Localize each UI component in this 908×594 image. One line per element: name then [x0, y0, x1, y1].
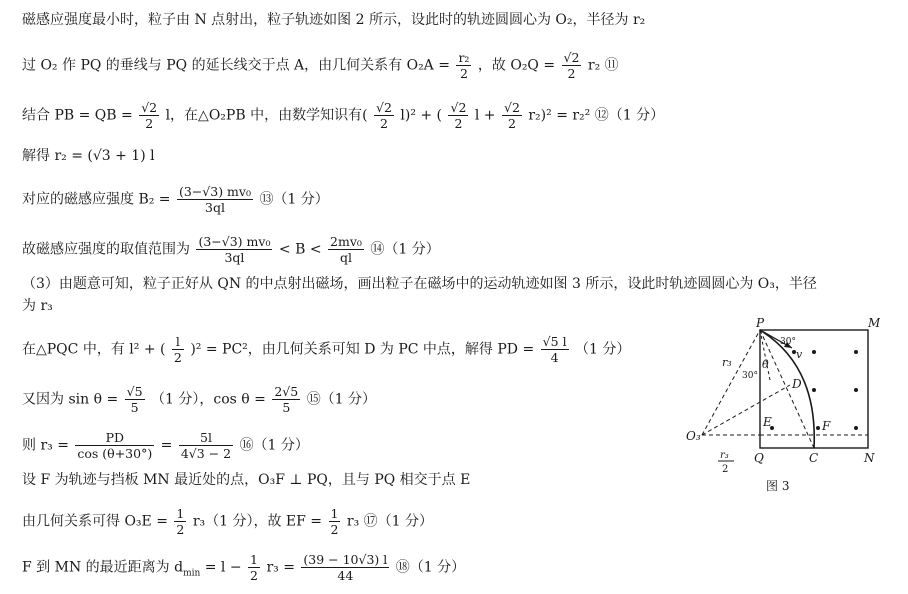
label-m: M [868, 318, 880, 330]
fraction-r3-b: $\frac{5l}{4√3 - 2}$ [180, 430, 232, 461]
fraction-half: $\frac{1}{2}$ [330, 506, 339, 537]
fraction-l-over-2: $\frac{l}{2}$ [173, 334, 182, 365]
text-line-1: 磁感应强度最小时，粒子由 N 点射出，粒子轨迹如图 2 所示，设此时的轨迹圆圆心为 O₂，半径为 r₂ [22, 12, 646, 28]
label-theta: θ [762, 358, 769, 371]
fraction-sqrt2-over-2: $\frac{√2}{2}$ [563, 50, 580, 81]
text-line-12: 设 F 为轨迹与挡板 MN 最近处的点，O₃F ⊥ PQ，且与 PQ 相交于点 E [22, 472, 471, 488]
text-line-13: 由几何关系可得 O₃E = $\frac{1}{2}$ r₃（1 分），故 EF = $\frac{1}{2}$ r₃ ⑰（1 分） [22, 506, 434, 537]
text-line-10: 又因为 sin θ = $\frac{√5}{5}$ （1 分），cos θ = $\frac{2√5}{5}$ ⑮（1 分） [22, 384, 377, 415]
fraction-r2-over-2: $\frac{\text{r₂}}{2}$ [458, 50, 470, 81]
figure-3-diagram [680, 318, 880, 498]
fraction-r3-a: $\frac{PD}{\cos (\theta+30^\circ)}$ [77, 430, 153, 461]
label-n: N [864, 451, 875, 465]
label-r3-half-den: 2 [722, 464, 729, 475]
text-line-7: （3）由题意可知，粒子正好从 QN 的中点射出磁场，画出粒子在磁场中的运动轨迹如图 3 所示，设此时轨迹圆圆心为 O₃，半径 [22, 276, 817, 292]
text-line-2: 过 O₂ 作 PQ 的垂线与 PQ 的延长线交于点 A，由几何关系有 O₂A = $\frac{\text{r₂}}{2}$ ，故 O₂Q = $\frac{√2}{2}$ r₂ ⑪ [22, 50, 619, 81]
line-o3-d [702, 385, 790, 435]
text-line-11: 则 r₃ = $\frac{PD}{\cos (\theta+30^\circ)}$ = $\frac{5l}{4√3 - 2}$ ⑯（1 分） [22, 430, 309, 461]
line-theta [760, 330, 770, 380]
label-angle-30-left: 30° [742, 371, 758, 381]
label-e: E [763, 415, 772, 429]
fraction-half: $\frac{1}{2}$ [176, 506, 185, 537]
fraction-sin: $\frac{√5}{5}$ [126, 384, 143, 415]
text-line-9: 在△PQC 中，有 l² + ( $\frac{l}{2}$ )² = PC²，由几何关系可知 D 为 PC 中点，解得 PD = $\frac{√5 l}{4}$ （1 分） [22, 334, 631, 365]
fraction-dmin: $\frac{(39 - 10√3) l}{44}$ [303, 552, 388, 583]
fraction-b-min: $\frac{\text{(3−√3) mv₀}}{3ql}$ [198, 234, 271, 265]
label-v: v [796, 348, 803, 361]
fraction-cos: $\frac{2√5}{5}$ [274, 384, 299, 415]
fraction-sqrt2-over-2: $\frac{√2}{2}$ [450, 100, 467, 131]
text-line-4: 解得 r₂ = (√3 + 1) l [22, 148, 155, 164]
label-r3: r₃ [722, 356, 732, 369]
label-c: C [809, 451, 819, 465]
label-angle-30-top: 30° [780, 337, 796, 347]
fraction-b-max: $\frac{\text{2mv₀}}{ql}$ [330, 234, 362, 265]
text-line-3: 结合 PB = QB = $\frac{√2}{2}$ l，在△O₂PB 中，由数学知识有( $\frac{√2}{2}$ l)² + ( $\frac{√2}{2}$ l + $\frac{√2}{2}$ r₂)² = r₂² ⑫（1 分） [22, 100, 665, 131]
text-line-6: 故磁感应强度的取值范围为 $\frac{\text{(3−√3) mv₀}}{3ql}$ < B < $\frac{\text{2mv₀}}{ql}$ ⑭（1 分） [22, 234, 440, 265]
label-o3: O₃ [686, 429, 701, 443]
label-f: F [822, 419, 831, 433]
text-line-14: F 到 MN 的最近距离为 $d_{min} = l$ − $\frac{1}{2}$ r₃ = $\frac{(39 - 10√3) l}{44}$ ⑱（1 分） [22, 552, 466, 583]
label-p: P [756, 318, 765, 330]
fraction-half: $\frac{1}{2}$ [250, 552, 258, 583]
figure-caption: 图 3 [766, 479, 790, 493]
radius-o3-p [702, 330, 760, 435]
label-d: D [792, 377, 802, 391]
text-line-5: 对应的磁感应强度 B₂ = $\frac{\text{(3−√3) mv₀}}{3ql}$ ⑬（1 分） [22, 184, 329, 215]
text-line-8: 为 r₃ [22, 298, 53, 314]
line-p-c [760, 330, 814, 448]
fraction-pd: $\frac{√5 l}{4}$ [542, 334, 567, 365]
fraction-b2: $\frac{\text{(3−√3) mv₀}}{3ql}$ [178, 184, 251, 215]
label-q: Q [754, 451, 764, 465]
fraction-sqrt2-over-2: $\frac{√2}{2}$ [503, 100, 520, 131]
fraction-sqrt2-over-2: $\frac{√2}{2}$ [376, 100, 392, 131]
label-r3-half-num: r₃ [720, 450, 729, 461]
fraction-sqrt2-over-2: $\frac{√2}{2}$ [141, 100, 158, 131]
